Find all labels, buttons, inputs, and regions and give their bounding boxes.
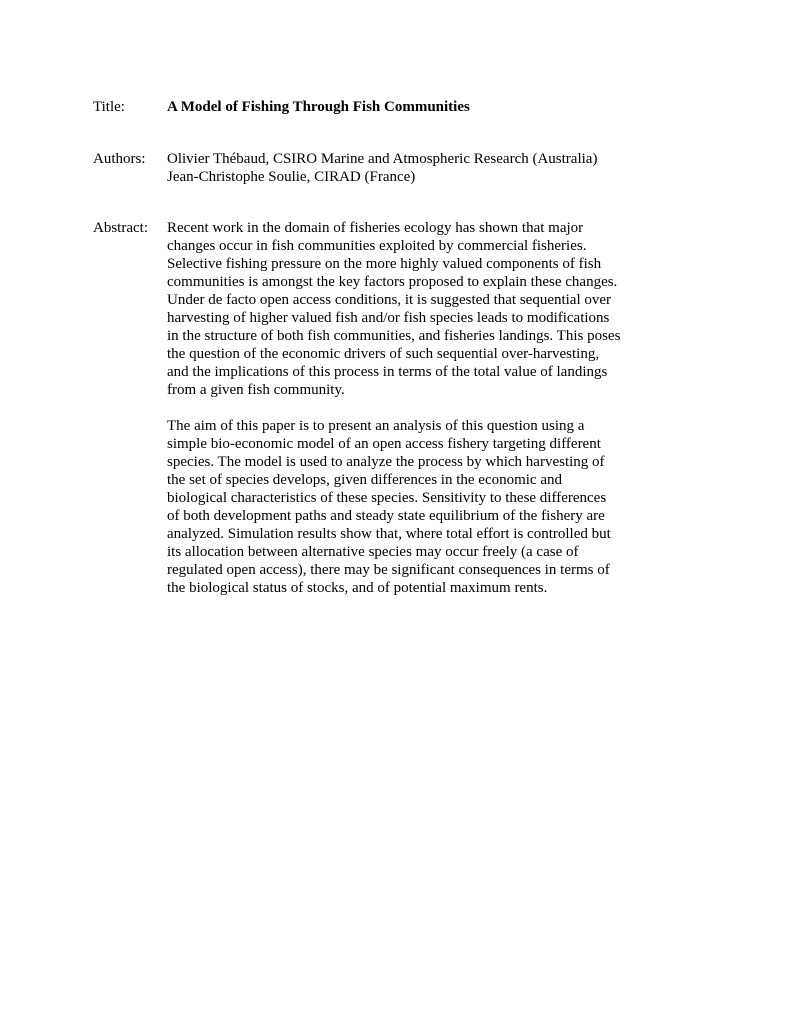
abstract-paragraph — [167, 417, 645, 597]
abstract-line: of both development paths and steady state equilibrium of the fishery are — [167, 508, 605, 524]
abstract-line: from a given fish community. — [167, 382, 345, 398]
abstract-line: communities is amongst the key factors proposed to explain these changes. — [167, 274, 618, 290]
abstract-line: species. The model is used to analyze the process by which harvesting of — [167, 454, 605, 470]
title-label: Title: — [93, 99, 125, 115]
abstract-line: regulated open access), there may be significant consequences in terms of — [167, 562, 610, 578]
abstract-line: Under de facto open access conditions, it is suggested that sequential over — [167, 292, 612, 308]
paper-title: A Model of Fishing Through Fish Communities — [167, 99, 470, 115]
abstract-paragraph — [167, 219, 645, 399]
abstract-line: the biological status of stocks, and of potential maximum rents. — [167, 580, 548, 596]
title-block — [167, 98, 645, 116]
author-line: Jean-Christophe Soulie, CIRAD (France) — [167, 169, 416, 185]
abstract-line: its allocation between alternative species may occur freely (a case of — [167, 544, 579, 560]
abstract-line: Selective fishing pressure on the more highly valued components of fish — [167, 256, 602, 272]
authors-block — [167, 150, 645, 186]
abstract-line: the question of the economic drivers of such sequential over-harvesting, — [167, 346, 600, 362]
abstract-line: and the implications of this process in terms of the total value of landings — [167, 364, 608, 380]
abstract-label: Abstract: — [93, 220, 148, 236]
abstract-line: in the structure of both fish communities, and fisheries landings. This poses — [167, 328, 621, 344]
abstract-line: harvesting of higher valued fish and/or fish species leads to modifications — [167, 310, 610, 326]
abstract-line: The aim of this paper is to present an analysis of this question using a — [167, 418, 585, 434]
abstract-line: changes occur in fish communities exploited by commercial fisheries. — [167, 238, 587, 254]
abstract-line: Recent work in the domain of fisheries ecology has shown that major — [167, 220, 584, 236]
abstract-line: biological characteristics of these species. Sensitivity to these differences — [167, 490, 607, 506]
authors-label: Authors: — [93, 151, 146, 167]
abstract-body — [167, 219, 645, 615]
abstract-line: analyzed. Simulation results show that, where total effort is controlled but — [167, 526, 611, 542]
author-line: Olivier Thébaud, CSIRO Marine and Atmospheric Research (Australia) — [167, 151, 598, 167]
abstract-line: simple bio-economic model of an open access fishery targeting different — [167, 436, 601, 452]
abstract-line: the set of species develops, given differences in the economic and — [167, 472, 563, 488]
